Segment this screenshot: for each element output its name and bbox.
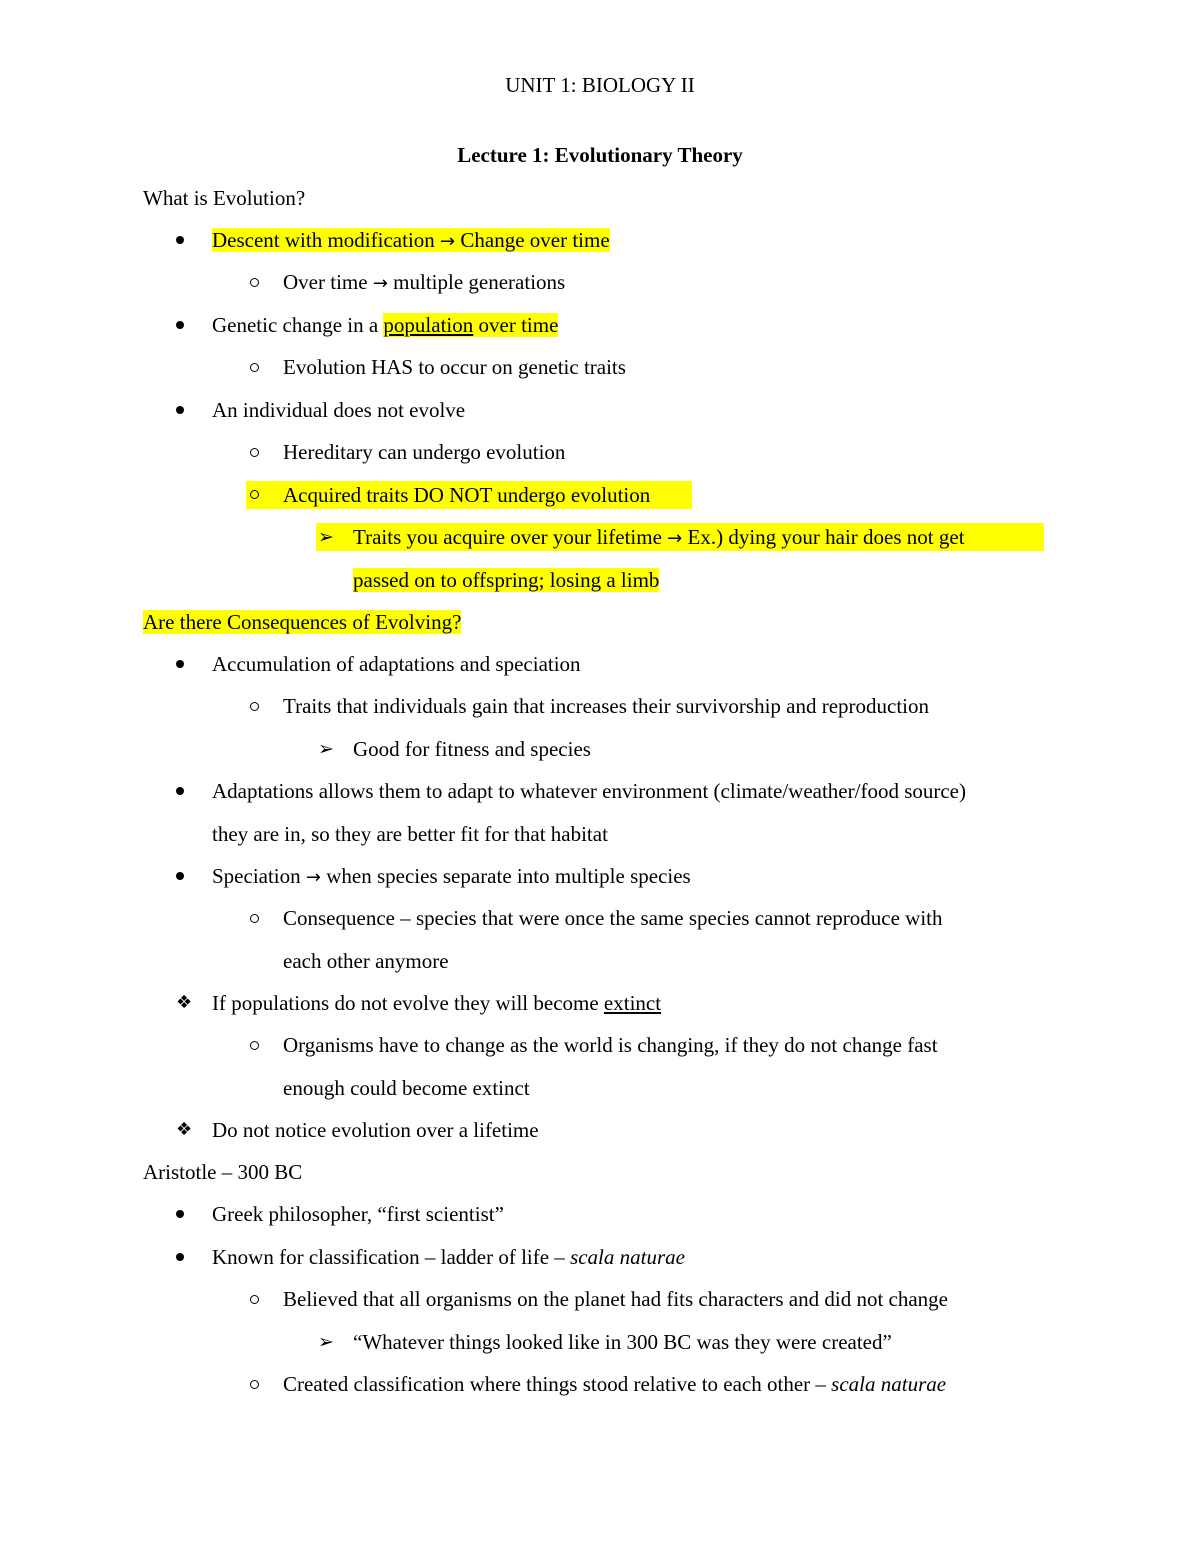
arrow-icon: → [440,231,456,252]
list-item: Do not notice evolution over a lifetime [212,1118,539,1142]
bullet-dot [176,236,184,244]
list-item [353,523,965,551]
section-heading-what-is-evolution: What is Evolution? [143,186,306,210]
bullet-circle [250,448,259,457]
list-item [212,989,661,1017]
text-run: Known for classification – ladder of life – [212,1245,571,1269]
diamond-bullet-icon: ❖ [176,992,193,1013]
bullet-dot [176,872,184,880]
bullet-dot [176,321,184,329]
text-run: Are there Consequences of Evolving? [143,610,462,634]
keyword-population: population [383,313,474,337]
list-item: Evolution HAS to occur on genetic traits [283,355,626,379]
bullet-circle [250,363,259,372]
arrow-icon: → [305,867,321,888]
bullet-dot [176,787,184,795]
arrowhead-bullet-icon: ➢ [318,738,334,760]
list-item: Good for fitness and species [353,737,591,761]
list-item [212,226,610,254]
section-heading-consequences [143,608,461,636]
term-scala-naturae: scala naturae [831,1372,947,1396]
list-item [283,1370,946,1398]
diamond-bullet-icon: ❖ [176,1119,193,1140]
text-run: multiple generations [387,270,566,294]
text-run: Descent with modification [212,228,441,252]
bullet-dot [176,1253,184,1261]
bullet-circle [250,278,259,287]
text-run: over time [473,313,559,337]
text-run: passed on to offspring; losing a limb [353,568,660,592]
arrowhead-bullet-icon: ➢ [318,1331,334,1353]
text-run: when species separate into multiple species [321,864,691,888]
bullet-dot [176,406,184,414]
list-item [212,311,558,339]
text-run: Ex.) dying your hair does not get [682,525,965,549]
list-item-continuation: enough could become extinct [283,1076,530,1100]
term-scala-naturae: scala naturae [570,1245,685,1269]
list-item: Adaptations allows them to adapt to whatever environment (climate/weather/food source) [212,779,967,803]
text-run: Genetic change in a [212,313,384,337]
document-header: UNIT 1: BIOLOGY II [505,73,695,97]
lecture-title: Lecture 1: Evolutionary Theory [457,143,743,167]
section-heading-aristotle: Aristotle – 300 BC [143,1160,303,1184]
text-run: Traits you acquire over your lifetime [353,525,668,549]
keyword-extinct: extinct [603,991,662,1015]
list-item: Traits that individuals gain that increases their survivorship and reproduction [283,694,930,718]
arrow-icon: → [372,273,388,294]
bullet-dot [176,660,184,668]
arrow-icon: → [667,528,683,549]
list-item-continuation [353,566,659,594]
list-item: Hereditary can undergo evolution [283,440,566,464]
list-item: Greek philosopher, “first scientist” [212,1202,504,1226]
bullet-dot [176,1210,184,1218]
list-item [283,268,565,296]
text-run: If populations do not evolve they will become [212,991,604,1015]
list-item-continuation: each other anymore [283,949,449,973]
list-item: Organisms have to change as the world is changing, if they do not change fast [283,1033,938,1057]
text-run: Speciation [212,864,306,888]
bullet-circle [250,490,259,499]
list-item: “Whatever things looked like in 300 BC was they were created” [353,1330,892,1354]
text-run: Over time [283,270,373,294]
arrowhead-bullet-icon: ➢ [318,526,334,548]
bullet-circle [250,702,259,711]
list-item-continuation: they are in, so they are better fit for that habitat [212,822,608,846]
bullet-circle [250,914,259,923]
list-item: Consequence – species that were once the same species cannot reproduce with [283,906,943,930]
text-run: Change over time [455,228,610,252]
list-item: Believed that all organisms on the planet had fits characters and did not change [283,1287,948,1311]
list-item [212,862,691,890]
list-item: Accumulation of adaptations and speciation [212,652,581,676]
bullet-circle [250,1041,259,1050]
list-item: An individual does not evolve [212,398,466,422]
bullet-circle [250,1295,259,1304]
list-item: Acquired traits DO NOT undergo evolution [283,483,651,507]
bullet-circle [250,1380,259,1389]
list-item [212,1243,685,1271]
text-run: Created classification where things stood relative to each other – [283,1372,832,1396]
